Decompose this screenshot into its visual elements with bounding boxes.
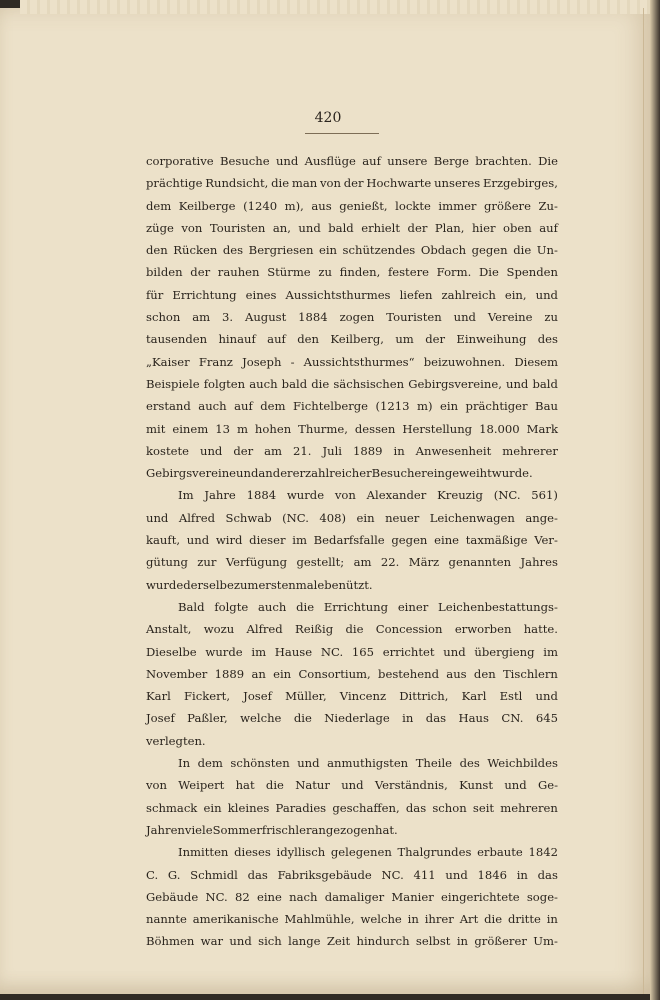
text-line: Beispiele folgten auch bald die sächsischen Gebirgsvereine, und bald [146,376,558,391]
text-line: kauft, und wird dieser im Bedarfsfalle gegen eine taxmäßige Ver- [146,533,558,548]
text-line: dem Keilberge (1240 m), aus genießt, lockte immer größere Zu- [146,198,558,213]
text-line: Im Jahre 1884 wurde von Alexander Kreuzig (NC. 561) [178,488,558,503]
text-line: Josef Paßler, welche die Niederlage in das Haus CN. 645 [146,711,558,726]
text-line: kostete und der am 21. Juli 1889 in Anwesenheit mehrerer [146,443,558,458]
text-line: und Alfred Schwab (NC. 408) ein neuer Leichenwagen ange- [146,510,558,525]
text-line: nannte amerikanische Mahlmühle, welche in ihrer Art die dritte in [146,912,558,927]
text-line: Karl Fickert, Josef Müller, Vincenz Dittrich, Karl Estl und [146,689,558,704]
page-edge-shadow [650,0,660,1000]
text-line: schmack ein kleines Paradies geschaffen, das schon seit mehreren [146,800,558,815]
torn-top-edge [20,0,660,14]
text-line: verlegten. [146,733,206,748]
text-line: Gebirgsvereine und anderer zahlreicher Besucher eingeweiht wurde. [146,466,533,481]
text-line: In dem schönsten und anmuthigsten Theile des Weichbildes [178,756,558,771]
text-line: tausenden hinauf auf den Keilberg, um der Einweihung des [146,332,558,347]
text-line: erstand auch auf dem Fichtelberge (1213 m) ein prächtiger Bau [146,399,558,414]
text-line: züge von Touristen an, und bald erhielt der Plan, hier oben auf [146,220,558,235]
text-line: November 1889 an ein Consortium, bestehend aus den Tischlern [146,666,558,681]
text-line: von Weipert hat die Natur und Verständnis, Kunst und Ge- [146,778,558,793]
text-line: Inmitten dieses idyllisch gelegenen Thalgrundes erbaute 1842 [178,845,558,860]
text-line: wurde derselbe zum erstenmale benützt. [146,577,373,592]
text-line: „Kaiser Franz Joseph - Aussichtsthurmes“ beizuwohnen. Diesem [146,354,558,369]
text-line: für Errichtung eines Aussichtsthurmes liefen zahlreich ein, und [146,287,558,302]
text-line: Bald folgte auch die Errichtung einer Leichenbestattungs- [178,599,558,614]
text-line: gütung zur Verfügung gestellt; am 22. März genannten Jahres [146,555,558,570]
text-line: Jahren viele Sommerfrischler angezogen hat. [146,822,398,837]
text-line: mit einem 13 m hohen Thurme, dessen Herstellung 18.000 Mark [146,421,558,436]
text-line: corporative Besuche und Ausflüge auf unsere Berge brachten. Die [146,154,558,168]
text-line: Gebäude NC. 82 eine nach damaliger Manier eingerichtete soge- [146,889,558,904]
text-line: bilden der rauhen Stürme zu finden, festere Form. Die Spenden [146,265,558,280]
text-line: schon am 3. August 1884 zogen Touristen und Vereine zu [146,310,558,325]
text-line: Dieselbe wurde im Hause NC. 165 errichtet und übergieng im [146,644,558,659]
text-line: Böhmen war und sich lange Zeit hindurch selbst in größerer Um- [146,934,558,949]
body-text [146,150,558,953]
text-line: Anstalt, wozu Alfred Reißig die Concession erworben hatte. [146,622,558,637]
page-number: 420 [314,110,342,126]
text-line: C. G. Schmidl das Fabriksgebäude NC. 411 und 1846 in das [146,867,558,882]
text-line: den Rücken des Bergriesen ein schützendes Obdach gegen die Un- [146,243,558,258]
header-rule [305,133,379,134]
text-line: prächtige Rundsicht, die man von der Hochwarte unseres Erzgebirges, [146,176,558,191]
page-fold-line [643,8,644,994]
